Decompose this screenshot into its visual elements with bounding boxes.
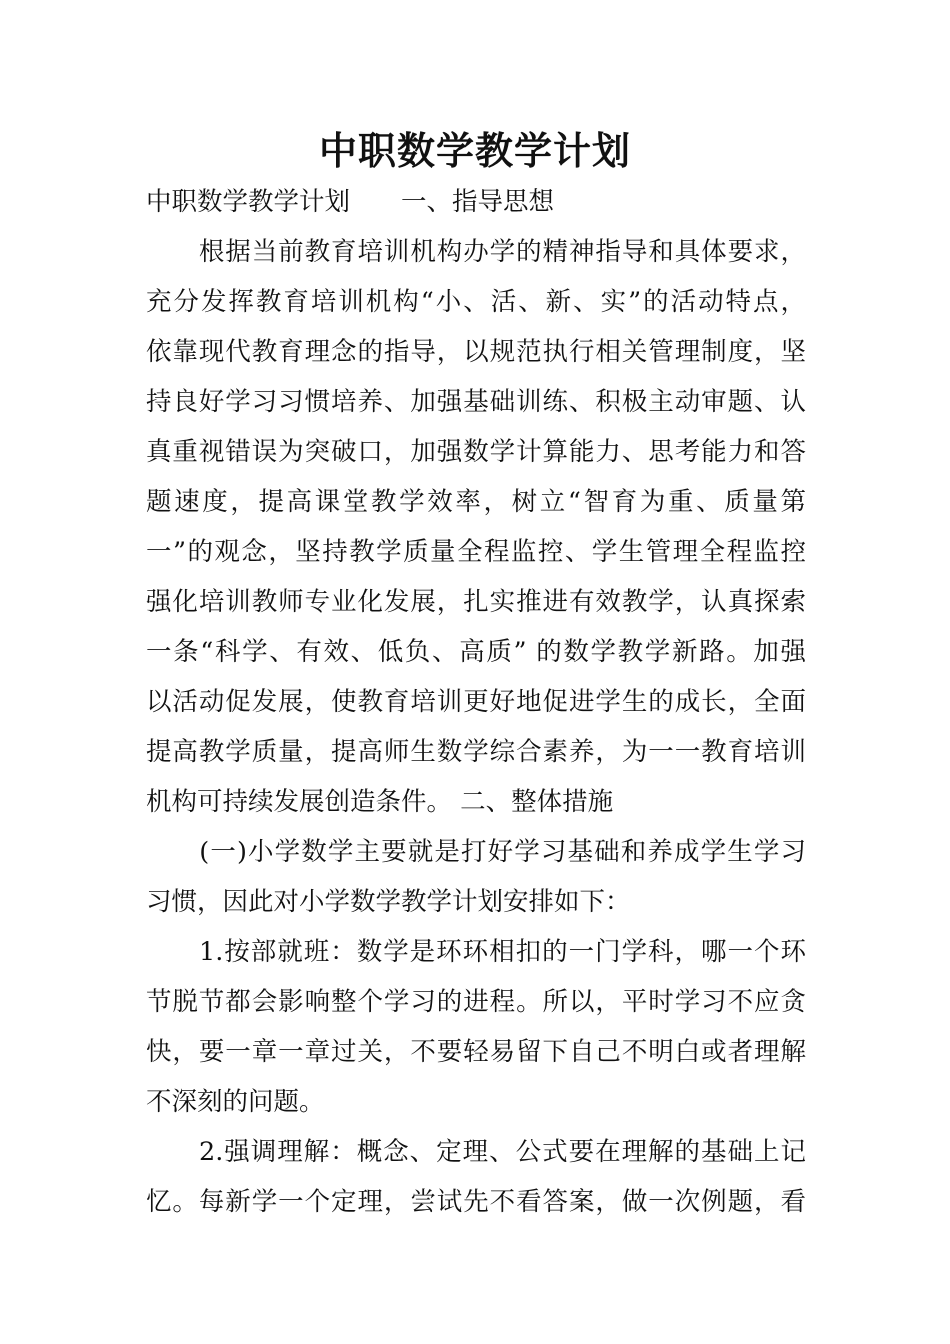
- paragraph-line: 根据当前教育培训机构办学的精神指导和具体要求，: [146, 237, 806, 267]
- paragraph-line: 中职数学教学计划 一、指导思想: [146, 187, 555, 217]
- paragraph-line: 持良好学习习惯培养、加强基础训练、积极主动审题、认: [146, 387, 806, 417]
- paragraph-line: 不深刻的问题。: [146, 1087, 325, 1117]
- paragraph-line: 机构可持续发展创造条件。 二、整体措施: [146, 787, 614, 817]
- paragraph-line: 提高教学质量，提高师生数学综合素养，为一一教育培训: [146, 737, 806, 767]
- paragraph-line: 一条“科学、有效、低负、高质” 的数学教学新路。加强: [146, 637, 806, 667]
- paragraph-line: 充分发挥教育培训机构“小、活、新、实”的活动特点，: [146, 287, 806, 317]
- paragraph-line: 1.按部就班：数学是环环相扣的一门学科，哪一个环: [146, 937, 806, 967]
- paragraph-line: 一”的观念，坚持教学质量全程监控、学生管理全程监控: [146, 537, 806, 567]
- paragraph-line: 忆。每新学一个定理，尝试先不看答案，做一次例题，看: [146, 1187, 806, 1217]
- paragraph-line: 以活动促发展，使教育培训更好地促进学生的成长，全面: [146, 687, 806, 717]
- paragraph-line: 真重视错误为突破口，加强数学计算能力、思考能力和答: [146, 437, 806, 467]
- document-title: 中职数学教学计划: [318, 128, 631, 173]
- paragraph-line: 题速度，提高课堂教学效率，树立“智育为重、质量第: [146, 487, 806, 517]
- paragraph-line: 快，要一章一章过关，不要轻易留下自己不明白或者理解: [146, 1037, 806, 1067]
- paragraph-line: 节脱节都会影响整个学习的进程。所以，平时学习不应贪: [146, 987, 806, 1017]
- paragraph-line: 依靠现代教育理念的指导，以规范执行相关管理制度，坚: [146, 337, 806, 367]
- paragraph-line: 强化培训教师专业化发展，扎实推进有效教学，认真探索: [146, 587, 806, 617]
- paragraph-line: 2.强调理解：概念、定理、公式要在理解的基础上记: [146, 1137, 806, 1167]
- paragraph-line: 习惯，因此对小学数学教学计划安排如下：: [146, 887, 631, 917]
- paragraph-line: (一)小学数学主要就是打好学习基础和养成学生学习: [146, 837, 806, 867]
